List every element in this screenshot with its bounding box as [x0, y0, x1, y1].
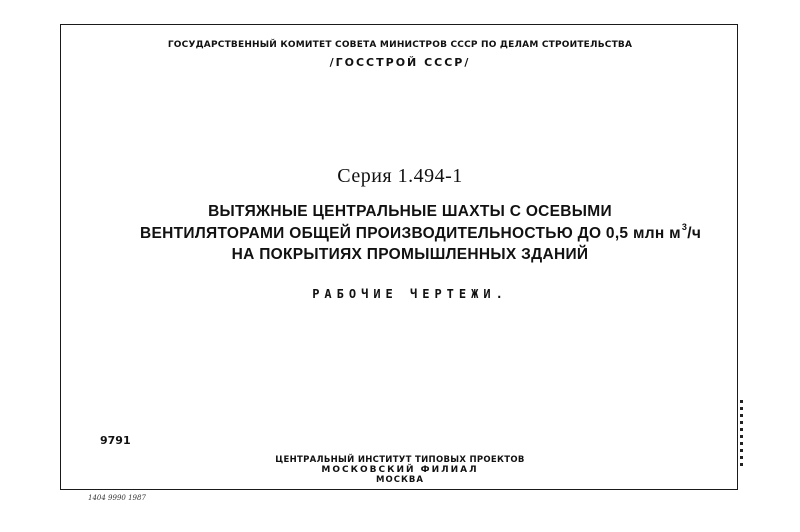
- institute-city: МОСКВА: [376, 475, 424, 485]
- title-line-1: ВЫТЯЖНЫЕ ЦЕНТРАЛЬНЫЕ ШАХТЫ С ОСЕВЫМИ: [208, 203, 612, 220]
- edge-mark: [740, 400, 743, 470]
- sheet-number: 9791: [100, 434, 131, 447]
- committee-heading: ГОСУДАРСТВЕННЫЙ КОМИТЕТ СОВЕТА МИНИСТРОВ СССР ПО ДЕЛАМ СТРОИТЕЛЬСТВА: [167, 40, 633, 50]
- institute-branch: МОСКОВСКИЙ ФИЛИАЛ: [321, 465, 479, 475]
- title-line-2-main: ВЕНТИЛЯТОРАМИ ОБЩЕЙ ПРОИЗВОДИТЕЛЬНОСТЬЮ ДО 0,5 млн м: [140, 225, 681, 242]
- document-subtitle: РАБОЧИЕ ЧЕРТЕЖИ.: [312, 287, 508, 301]
- title-line-3: НА ПОКРЫТИЯХ ПРОМЫШЛЕННЫХ ЗДАНИЙ: [231, 246, 589, 263]
- handwritten-note: 1404 9990 1987: [88, 494, 146, 502]
- institute-name: ЦЕНТРАЛЬНЫЙ ИНСТИТУТ ТИПОВЫХ ПРОЕКТОВ: [275, 455, 525, 465]
- unit-tail: /ч: [687, 225, 702, 242]
- unit-exponent: 3: [681, 222, 688, 232]
- series-label: Серия 1.494-1: [337, 165, 463, 187]
- title-line-2: [140, 222, 702, 243]
- agency-heading: /ГОССТРОЙ СССР/: [329, 56, 471, 69]
